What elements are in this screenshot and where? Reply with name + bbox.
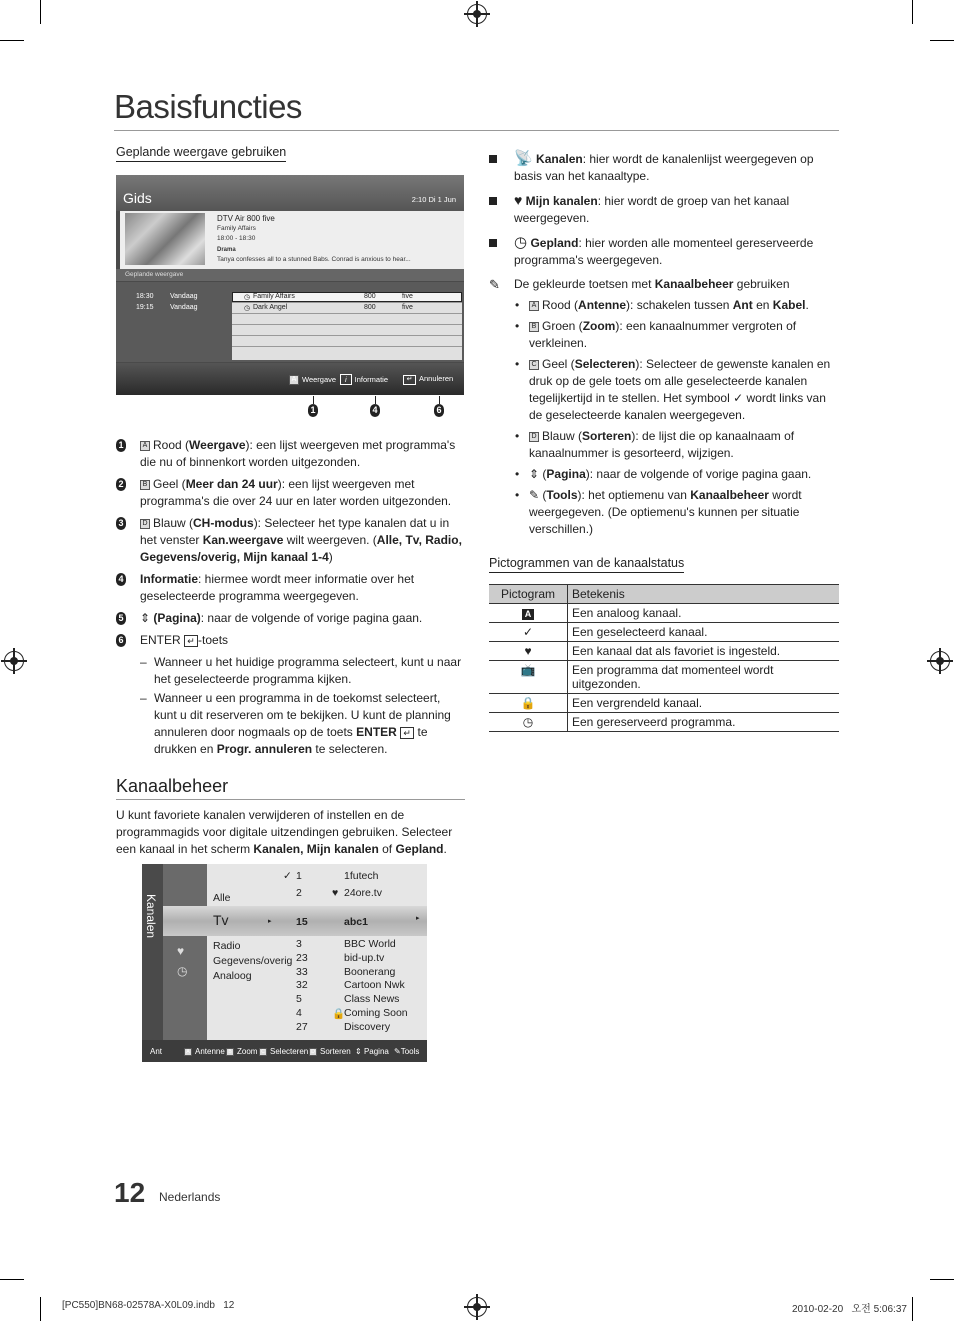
footer-file: [PC550]BN68-02578A-X0L09.indb 12 <box>62 1300 235 1311</box>
sub-text: . <box>805 298 809 312</box>
guide-screen <box>116 175 464 395</box>
row-time: 18:30 <box>136 293 154 300</box>
table-header: Betekenis <box>568 585 840 604</box>
bullet-square <box>489 197 497 205</box>
sub-bold: Kanaalbeheer <box>690 488 769 502</box>
clock-icon: ◷ <box>244 294 251 301</box>
bullet-bold: Kanalen <box>536 152 583 166</box>
mode-icons <box>163 864 207 1040</box>
list-item <box>116 571 466 605</box>
table-row <box>489 642 839 661</box>
row-program: Family Affairs <box>253 293 295 300</box>
bullet-item <box>489 234 839 269</box>
list-item <box>116 476 466 510</box>
category-item[interactable]: Gegevens/overig <box>213 955 293 967</box>
item-text: : hiermee wordt meer informatie over het geselecteerde programma weergegeven. <box>140 572 415 603</box>
yellow-key-icon: C <box>529 360 539 370</box>
sub-text: ): een kanaalnummer vergroten of verkleinen. <box>529 319 797 350</box>
note-text: De gekleurde toetsen met <box>514 277 655 291</box>
registration-mark-icon <box>467 4 487 24</box>
table-row <box>489 604 839 623</box>
footer-weergave[interactable] <box>289 375 336 385</box>
program-thumbnail <box>125 213 205 265</box>
clock-icon: ◷ <box>489 713 568 732</box>
sub-item <box>489 297 839 314</box>
table-cell: Een gereserveerd programma. <box>568 713 840 732</box>
green-key-icon: B <box>529 322 539 332</box>
page-number: 12 <box>114 1177 146 1208</box>
tools-icon: ✎ <box>529 488 540 502</box>
item-bold: Alle, Tv, Radio, Gegevens/overig, Mijn kanaal 1-4 <box>140 533 462 564</box>
heart-icon: ♥ <box>489 642 568 661</box>
page-arrows-icon: ⇕ <box>529 467 540 481</box>
channel-name[interactable]: bid-up.tv <box>344 952 385 964</box>
bullet-dot: • <box>515 298 520 312</box>
yellow-key-icon: C <box>259 1048 267 1056</box>
list-item <box>116 437 466 471</box>
channel-name[interactable]: Boonerang <box>344 966 396 978</box>
lock-icon: 🔒 <box>332 1008 346 1020</box>
red-key-icon: A <box>140 441 150 451</box>
guide-datetime: 2:10 Di 1 Jun <box>411 195 456 204</box>
list-item <box>116 610 466 627</box>
body-bold: Kanalen, Mijn kanalen <box>253 842 379 856</box>
footer-antenne[interactable] <box>184 1047 225 1056</box>
crop-mark <box>930 40 954 41</box>
registration-mark-icon <box>930 651 950 671</box>
callout-number: 4 <box>370 404 380 417</box>
clock-icon[interactable]: ◷ <box>177 964 188 978</box>
bullet-square <box>489 239 497 247</box>
dash-bold: ENTER <box>356 725 397 739</box>
item-text: wilt weergeven. ( <box>283 533 377 547</box>
guide-footer <box>116 363 464 395</box>
section-heading: Geplande weergave gebruiken <box>116 145 286 162</box>
bullet-dot: • <box>515 319 520 333</box>
dash-marker: – <box>140 691 147 705</box>
enter-icon: ↵ <box>400 727 414 739</box>
arrow-right-icon: ▸ <box>416 915 420 922</box>
channel-name-selected[interactable]: abc1 <box>344 916 368 928</box>
footer-tools[interactable] <box>394 1047 419 1056</box>
row-day: Vandaag <box>170 293 198 300</box>
item-number: 3 <box>116 517 126 530</box>
category-item[interactable]: Analoog <box>213 970 252 982</box>
bullet-item <box>489 150 839 185</box>
channel-name[interactable]: Coming Soon <box>344 1007 408 1019</box>
item-bold: (Pagina) <box>153 611 201 625</box>
crop-mark <box>40 1297 41 1321</box>
footer-sorteren[interactable] <box>309 1047 351 1056</box>
body-text: . <box>443 842 447 856</box>
channel-name[interactable]: Cartoon Nwk <box>344 979 405 991</box>
body-bold: Gepland <box>395 842 444 856</box>
sub-bold: Tools <box>546 488 578 502</box>
blue-key-icon: D <box>140 519 150 529</box>
clock-icon: ◷ <box>514 234 528 251</box>
channel-list-screen <box>142 864 427 1062</box>
crop-mark <box>0 40 24 41</box>
page-arrows-icon: ⇕ <box>355 1047 362 1056</box>
yellow-key-icon: B <box>140 480 150 490</box>
item-text: Blauw ( <box>153 516 194 530</box>
table-cell: Een kanaal dat als favoriet is ingesteld. <box>568 642 840 661</box>
sub-text: ): schakelen tussen <box>626 298 733 312</box>
info-icon: i <box>340 374 352 385</box>
footer-annuleren[interactable] <box>403 374 453 385</box>
channel-number: 2 <box>296 887 302 899</box>
footer-ant: Ant <box>150 1047 163 1056</box>
channel-number-selected: 15 <box>296 916 308 928</box>
item-text: ENTER <box>140 633 181 647</box>
schedule-row[interactable] <box>116 304 464 314</box>
bullet-dot: • <box>515 357 520 371</box>
row-day: Vandaag <box>170 304 198 311</box>
channel-footer <box>142 1040 427 1062</box>
channel-name[interactable]: 24ore.tv <box>344 887 382 899</box>
dash-marker: – <box>140 655 147 669</box>
footer-annuleren-label: Annuleren <box>419 374 454 383</box>
note <box>489 276 839 293</box>
channel-number: 3 <box>296 938 302 950</box>
sub-text: Blauw ( <box>542 429 583 443</box>
row-channel-number: 800 <box>364 293 376 300</box>
note-text: gebruiken <box>733 277 790 291</box>
item-bold: CH-modus <box>193 516 254 530</box>
item-bold: Informatie <box>140 572 199 586</box>
enter-icon: ↵ <box>184 635 198 647</box>
heart-icon: ♥ <box>332 887 339 899</box>
row-channel-name: five <box>402 293 413 300</box>
dash-text: te drukken en <box>154 725 428 756</box>
bullet-item <box>489 192 839 227</box>
sub-text: Geel ( <box>542 357 575 371</box>
channel-number: 23 <box>296 952 308 964</box>
sub-bold: Pagina <box>546 467 586 481</box>
bullet-dot: • <box>515 467 520 481</box>
channel-name[interactable]: Discovery <box>344 1021 391 1033</box>
sub-text: ( <box>542 488 547 502</box>
channel-number: 1 <box>296 870 302 882</box>
footer-pagina[interactable] <box>355 1047 389 1056</box>
item-number: 6 <box>116 634 126 647</box>
crop-mark <box>40 0 41 24</box>
channel-name[interactable]: 1futech <box>344 870 379 882</box>
clock-icon: ◷ <box>244 305 251 312</box>
lock-icon: 🔒 <box>489 694 568 713</box>
sub-bold: Kabel <box>772 298 806 312</box>
heart-icon: ♥ <box>514 192 523 208</box>
item-number: 5 <box>116 612 126 625</box>
enter-icon: ↵ <box>403 375 416 385</box>
callout-line <box>439 396 440 404</box>
bullet-square <box>489 155 497 163</box>
sub-item <box>489 487 839 538</box>
channel-number: 4 <box>296 1007 302 1019</box>
item-text: ) <box>328 550 333 564</box>
crop-mark <box>912 1297 913 1321</box>
title-rule <box>114 130 839 131</box>
item-text: Geel ( <box>153 477 186 491</box>
bullet-text: : hier wordt de groep van het kanaal weergegeven. <box>514 194 790 225</box>
sub-bold: Antenne <box>578 298 627 312</box>
list-item <box>116 632 466 649</box>
table-cell: Een analoog kanaal. <box>568 604 840 623</box>
channels-icon: 📡 <box>514 150 533 167</box>
item-text: ): een lijst weergeven met programma's die nu of binnenkort worden uitgezonden. <box>140 438 456 469</box>
item-text: ): een lijst weergeven met programma's die over 24 uur en later worden uitgezonden. <box>140 477 452 508</box>
arrow-right-icon: ▸ <box>268 918 272 925</box>
info-program: Family Affairs <box>217 225 256 232</box>
tv-icon: 📺 <box>489 661 568 694</box>
sub-text: Rood ( <box>542 298 579 312</box>
item-number: 2 <box>116 478 126 491</box>
tools-icon: ✎ <box>394 1047 401 1056</box>
row-program: Dark Angel <box>253 304 288 311</box>
crop-mark <box>930 1279 954 1280</box>
info-channel: DTV Air 800 five <box>217 214 275 223</box>
table-row <box>489 661 839 694</box>
list-item <box>116 515 466 566</box>
footer-label: Antenne <box>195 1047 225 1056</box>
channel-number: 32 <box>296 979 308 991</box>
section-body <box>116 807 466 858</box>
body-text: of <box>378 842 396 856</box>
table-row <box>489 713 839 732</box>
red-key-icon: A <box>184 1048 192 1056</box>
registration-mark-icon <box>4 651 24 671</box>
sub-bold: Zoom <box>582 319 616 333</box>
callout-number: 1 <box>308 404 318 417</box>
sub-text: ): het optiemenu van <box>577 488 691 502</box>
dash-item <box>116 690 466 758</box>
heart-icon[interactable]: ♥ <box>177 944 185 958</box>
bullet-dot: • <box>515 488 520 502</box>
guide-title: Gids <box>123 190 152 206</box>
sub-bold: Selecteren <box>574 357 636 371</box>
table-cell: Een geselecteerd kanaal. <box>568 623 840 642</box>
item-bold: Meer dan 24 uur <box>185 477 278 491</box>
item-number: 4 <box>116 573 126 586</box>
row-channel-number: 800 <box>364 304 376 311</box>
bullet-bold: Gepland <box>530 236 579 250</box>
callout-line <box>375 396 376 404</box>
sub-text: Groen ( <box>542 319 583 333</box>
table-row <box>489 623 839 642</box>
sub-text: en <box>752 298 773 312</box>
sub-text: wordt links van de geselecteerde kanalen weergegeven. <box>529 391 826 422</box>
page-title: Basisfuncties <box>114 88 302 125</box>
body-text: U kunt favoriete kanalen verwijderen of instellen en de programmagids voor digitale uitzendingen gebruiken. Selecteer een kanaal in het scherm <box>116 808 453 856</box>
sub-item <box>489 428 839 462</box>
guide-header <box>116 175 464 211</box>
callout-number: 6 <box>434 404 444 417</box>
bullet-text: : hier worden alle momenteel gereserveerde programma's weergegeven. <box>514 236 814 267</box>
row-channel-name: five <box>402 304 413 311</box>
item-bold: Kan.weergave <box>202 533 284 547</box>
channel-number: 27 <box>296 1021 308 1033</box>
channel-number: 33 <box>296 966 308 978</box>
sub-item <box>489 466 839 483</box>
section-rule <box>116 799 465 800</box>
footer-informatie[interactable] <box>340 374 388 385</box>
item-text: Rood ( <box>153 438 190 452</box>
footer-selecteren[interactable] <box>259 1047 308 1056</box>
note-pencil-icon: ✎ <box>489 277 500 292</box>
footer-label: Sorteren <box>320 1047 351 1056</box>
note-bold: Kanaalbeheer <box>654 277 734 291</box>
list-label-bar <box>116 269 464 281</box>
sub-text: ): de lijst die op kanaalnaam of kanaalnummer is gesorteerd, wijzigen. <box>529 429 795 460</box>
check-icon: ✓ <box>283 870 292 882</box>
footer-label: Tools <box>400 1047 420 1056</box>
footer-weergave-label: Weergave <box>302 375 337 384</box>
bullet-text: : hier wordt de kanalenlijst weergegeven op basis van het kanaaltype. <box>514 152 814 183</box>
item-text: : naar de volgende of vorige pagina gaan. <box>200 611 423 625</box>
sub-bold: Ant <box>732 298 753 312</box>
table-row <box>489 694 839 713</box>
page-arrows-icon: ⇕ <box>140 611 151 625</box>
footer-informatie-label: Informatie <box>354 375 389 384</box>
registration-mark-icon <box>467 1297 487 1317</box>
right-column <box>489 150 839 542</box>
analog-icon: A <box>489 604 568 623</box>
dash-bold: Progr. annuleren <box>216 742 313 756</box>
info-description: Tanya confesses all to a stunned Babs. Conrad is anxious to hear... <box>217 256 411 263</box>
item-text: -toets <box>198 633 229 647</box>
channel-name[interactable]: Class News <box>344 993 400 1005</box>
channel-number: 5 <box>296 993 302 1005</box>
dash-text: Wanneer u een programma in de toekomst selecteert, kunt u dit reserveren om te bekijken. U kunt de planning annuleren door nogmaals op de toets <box>154 691 451 739</box>
table-header-row <box>489 585 839 604</box>
list-label: Geplande weergave <box>125 271 184 278</box>
section-title: Kanaalbeheer <box>116 776 229 796</box>
dash-item <box>116 654 466 688</box>
red-key-icon: A <box>529 301 539 311</box>
info-genre: Drama <box>217 247 236 253</box>
category-item[interactable]: Radio <box>213 940 241 952</box>
side-label: Kanalen <box>144 894 158 939</box>
info-time: 18:00 - 18:30 <box>217 235 256 242</box>
item-text: ): Selecteer het type kanalen dat u in het venster <box>140 516 450 547</box>
sub-bold: Sorteren <box>582 429 632 443</box>
footer-label: Zoom <box>237 1047 258 1056</box>
item-bold: Weergave <box>189 438 246 452</box>
sub-text: ): Selecteer de gewenste kanalen en druk op de gele toets om alle geselecteerde kanalen tegelijkertijd in te stellen. Het symbool <box>529 357 831 405</box>
red-key-icon: A <box>289 375 299 385</box>
green-key-icon: B <box>226 1048 234 1056</box>
dash-text: te selecteren. <box>312 742 388 756</box>
sub-item <box>489 356 839 424</box>
channel-name[interactable]: BBC World <box>344 938 396 950</box>
blue-key-icon: D <box>529 432 539 442</box>
table-cell: Een programma dat momenteel wordt uitgezonden. <box>568 661 840 694</box>
selected-channel-row[interactable] <box>163 906 427 936</box>
table-header: Pictogram <box>489 585 568 604</box>
table-cell: Een vergrendeld kanaal. <box>568 694 840 713</box>
category-item-selected[interactable]: Tv <box>213 912 229 928</box>
schedule-row[interactable] <box>116 293 464 303</box>
crop-mark <box>912 0 913 24</box>
item-number: 1 <box>116 439 126 452</box>
check-icon: ✓ <box>489 623 568 642</box>
bullet-dot: • <box>515 429 520 443</box>
side-panel <box>142 864 163 1040</box>
check-icon: ✓ <box>733 391 744 405</box>
bullet-bold: Mijn kanalen <box>525 194 598 208</box>
footer-language: Nederlands <box>159 1190 221 1204</box>
category-item[interactable]: Alle <box>213 892 231 904</box>
dash-text: Wanneer u het huidige programma selecteert, kunt u naar het geselecteerde programma kijken. <box>154 655 462 686</box>
sub-text: ( <box>542 467 547 481</box>
status-icon-table <box>489 584 839 732</box>
table-heading: Pictogrammen van de kanaalstatus <box>489 556 684 573</box>
footer-date: 2010-02-20 오전 5:06:37 <box>792 1304 907 1315</box>
crop-mark <box>0 1279 24 1280</box>
callout-line <box>313 396 314 404</box>
row-time: 19:15 <box>136 304 154 311</box>
footer-label: Selecteren <box>270 1047 309 1056</box>
numbered-list <box>116 437 466 758</box>
sub-item <box>489 318 839 352</box>
footer-label: Pagina <box>363 1047 389 1056</box>
footer-zoom[interactable] <box>226 1047 257 1056</box>
sub-text: ): naar de volgende of vorige pagina gaan. <box>585 467 812 481</box>
blue-key-icon: D <box>309 1048 317 1056</box>
sub-text: wordt weergegeven. (De optiemenu's kunnen per situatie verschillen.) <box>529 488 802 536</box>
